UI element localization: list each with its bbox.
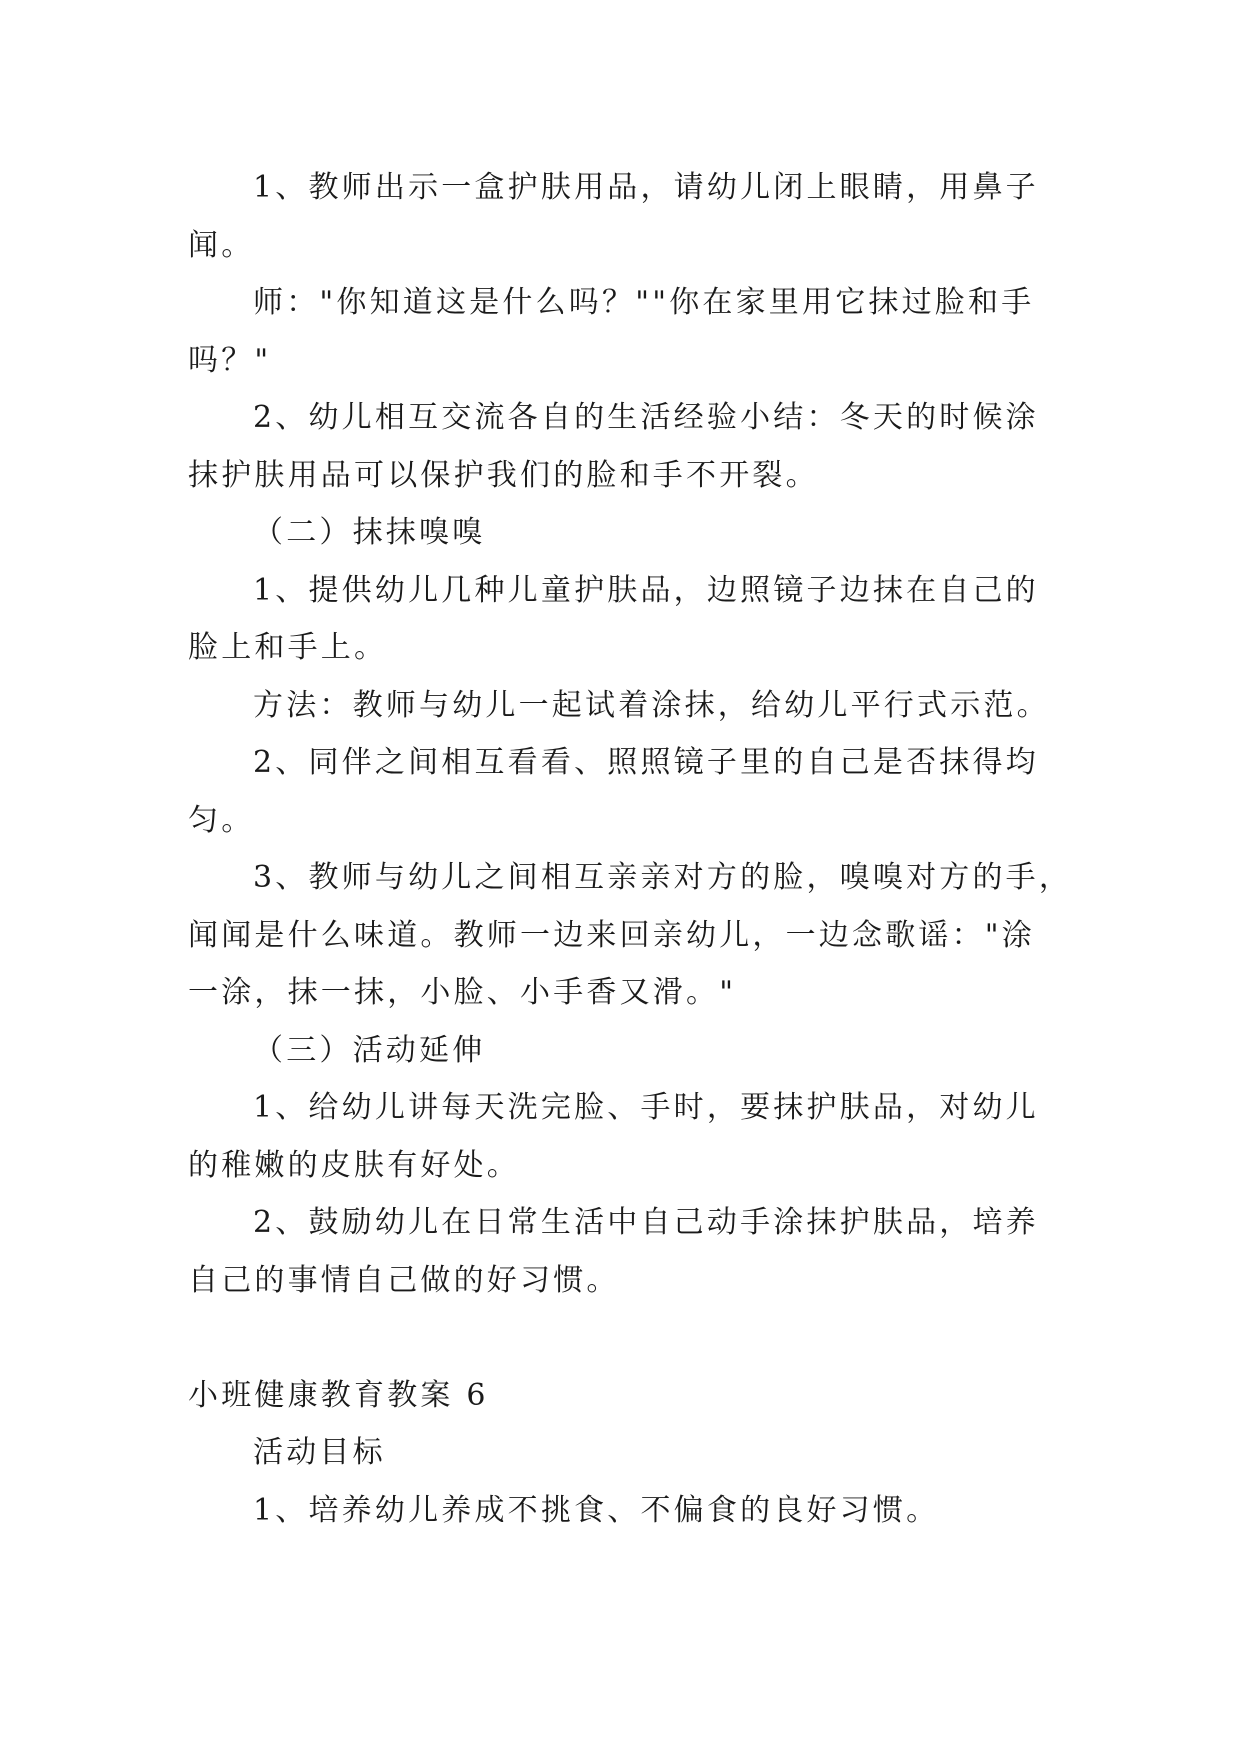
section-heading: （二）抹抹嗅嗅: [253, 515, 486, 550]
text-line: 3、教师与幼儿之间相互亲亲对方的脸，嗅嗅对方的手，: [253, 860, 1073, 895]
text-line: 2、鼓励幼儿在日常生活中自己动手涂抹护肤品，培养: [253, 1205, 1039, 1240]
text-line: 一涂，抹一抹，小脸、小手香又滑。": [188, 975, 737, 1010]
text-line: 抹护肤用品可以保护我们的脸和手不开裂。: [188, 458, 819, 493]
text-line: 匀。: [188, 803, 255, 838]
text-line: 1、教师出示一盒护肤用品，请幼儿闭上眼睛，用鼻子: [253, 170, 1039, 205]
text-line: 2、幼儿相互交流各自的生活经验小结：冬天的时候涂: [253, 400, 1039, 435]
text-line: 2、同伴之间相互看看、照照镜子里的自己是否抹得均: [253, 745, 1039, 780]
text-line: 师："你知道这是什么吗？""你在家里用它抹过脸和手: [253, 285, 1035, 320]
text-line: 闻闻是什么味道。教师一边来回亲幼儿，一边念歌谣："涂: [188, 918, 1035, 953]
section-heading: 活动目标: [253, 1435, 386, 1470]
text-line: 吗？": [188, 343, 272, 378]
section-heading: （三）活动延伸: [253, 1033, 486, 1068]
text-line: 1、培养幼儿养成不挑食、不偏食的良好习惯。: [253, 1493, 940, 1528]
text-line: 自己的事情自己做的好习惯。: [188, 1263, 620, 1298]
text-line: 方法：教师与幼儿一起试着涂抹，给幼儿平行式示范。: [253, 688, 1050, 723]
text-line: 脸上和手上。: [188, 630, 388, 665]
text-line: 闻。: [188, 228, 255, 263]
document-title: 小班健康教育教案 6: [188, 1378, 489, 1413]
text-line: 的稚嫩的皮肤有好处。: [188, 1148, 520, 1183]
text-line: 1、给幼儿讲每天洗完脸、手时，要抹护肤品，对幼儿: [253, 1090, 1039, 1125]
text-line: 1、提供幼儿几种儿童护肤品，边照镜子边抹在自己的: [253, 573, 1039, 608]
